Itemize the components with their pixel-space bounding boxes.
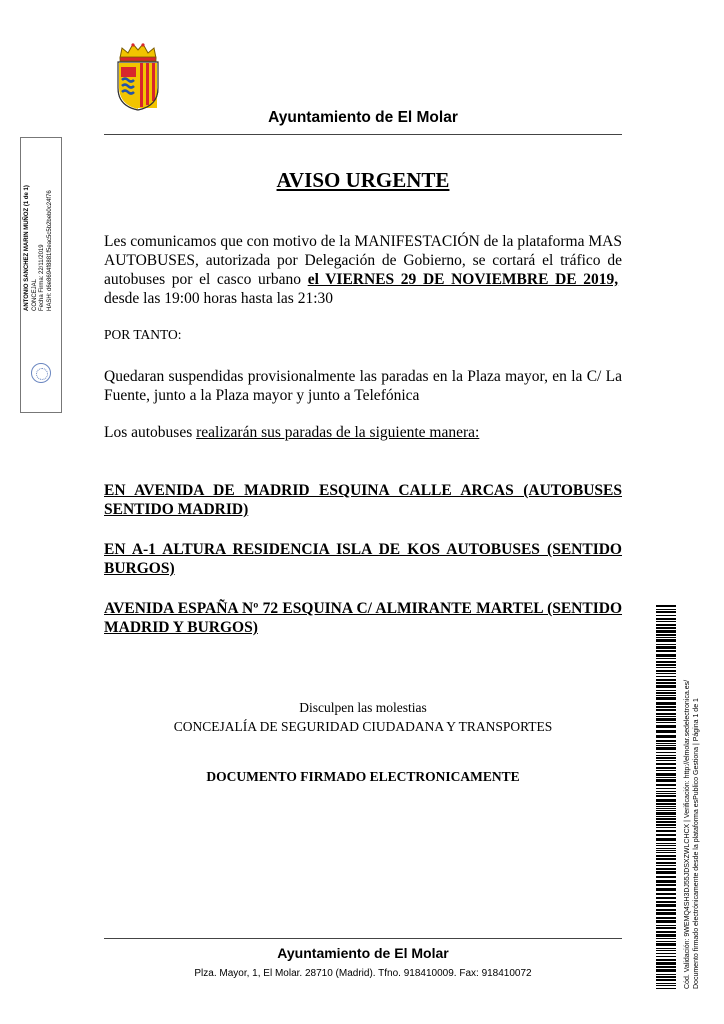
event-date: el VIERNES 29 DE NOVIEMBRE DE 2019,	[307, 271, 619, 288]
header-title: Ayuntamiento de El Molar	[268, 109, 458, 126]
department-name: CONCEJALÍA DE SEGURIDAD CIUDADANA Y TRANSPORTES	[173, 719, 553, 734]
stops-intro-text: Los autobuses	[104, 424, 193, 441]
signature-hash: HASH: d6e8694f8881f5eac5c5b2beb0c24f76	[46, 190, 53, 311]
signed-note: DOCUMENTO FIRMADO ELECTRONICAMENTE	[206, 769, 520, 784]
footer-address: Plza. Mayor, 1, El Molar. 28710 (Madrid). Tfno. 918410009. Fax: 918410072	[194, 968, 532, 979]
barcode-icon	[656, 605, 676, 989]
suspension-paragraph: Quedaran suspendidas provisionalmente las paradas en la Plaza mayor, en la C/ La Fuente, junto a la Plaza mayor y junto a Telefónica	[104, 368, 622, 404]
signature-stamp	[20, 137, 62, 413]
event-time: desde las 19:00 horas hasta las 21:30	[104, 290, 334, 307]
verification-line-2: Documento firmado electrónicamente desde la plataforma esPublico Gestiona | Página 1 de 1	[693, 698, 700, 989]
por-tanto-label: POR TANTO:	[104, 327, 182, 342]
signer-role: CONCEJAL	[31, 278, 38, 311]
apology-line: Disculpen las molestias	[299, 700, 427, 715]
stops-intro	[104, 423, 622, 442]
bus-stop-item: AVENIDA ESPAÑA Nº 72 ESQUINA C/ ALMIRANTE MARTEL (SENTIDO MADRID Y BURGOS)	[104, 600, 622, 636]
stops-intro-underlined: realizarán sus paradas de la siguiente manera:	[196, 424, 480, 441]
intro-paragraph	[104, 232, 622, 308]
verification-text	[683, 609, 705, 989]
intro-text: Les comunicamos que con motivo de la MANIFESTACIÓN de la plataforma MAS AUTOBUSES, autorizada por Delegación de Gobierno, se cortará el tráfico de autobuses por el casco urbano	[104, 233, 622, 288]
signer-name: ANTONIO SANCHEZ MARIN MUÑOZ (1 de 1)	[24, 185, 30, 311]
bus-stop-item: EN A-1 ALTURA RESIDENCIA ISLA DE KOS AUTOBUSES (SENTIDO BURGOS)	[104, 541, 622, 577]
bus-stop-item: EN AVENIDA DE MADRID ESQUINA CALLE ARCAS (AUTOBUSES SENTIDO MADRID)	[104, 482, 622, 518]
notice-title: AVISO URGENTE	[276, 168, 450, 192]
footer-divider	[104, 938, 622, 939]
seal-icon	[31, 363, 51, 383]
signature-date: Fecha Firma: 22/11/2019	[39, 244, 45, 311]
coat-of-arms-logo	[110, 40, 166, 112]
verification-line-1: Cód. Validación: 9WEMQ4SH3DJ55JDSXZWLCHCX | Verificación: http://elmolar.sedelectronica.es/	[684, 679, 691, 989]
footer-title: Ayuntamiento de El Molar	[277, 945, 449, 961]
header-divider	[104, 134, 622, 135]
